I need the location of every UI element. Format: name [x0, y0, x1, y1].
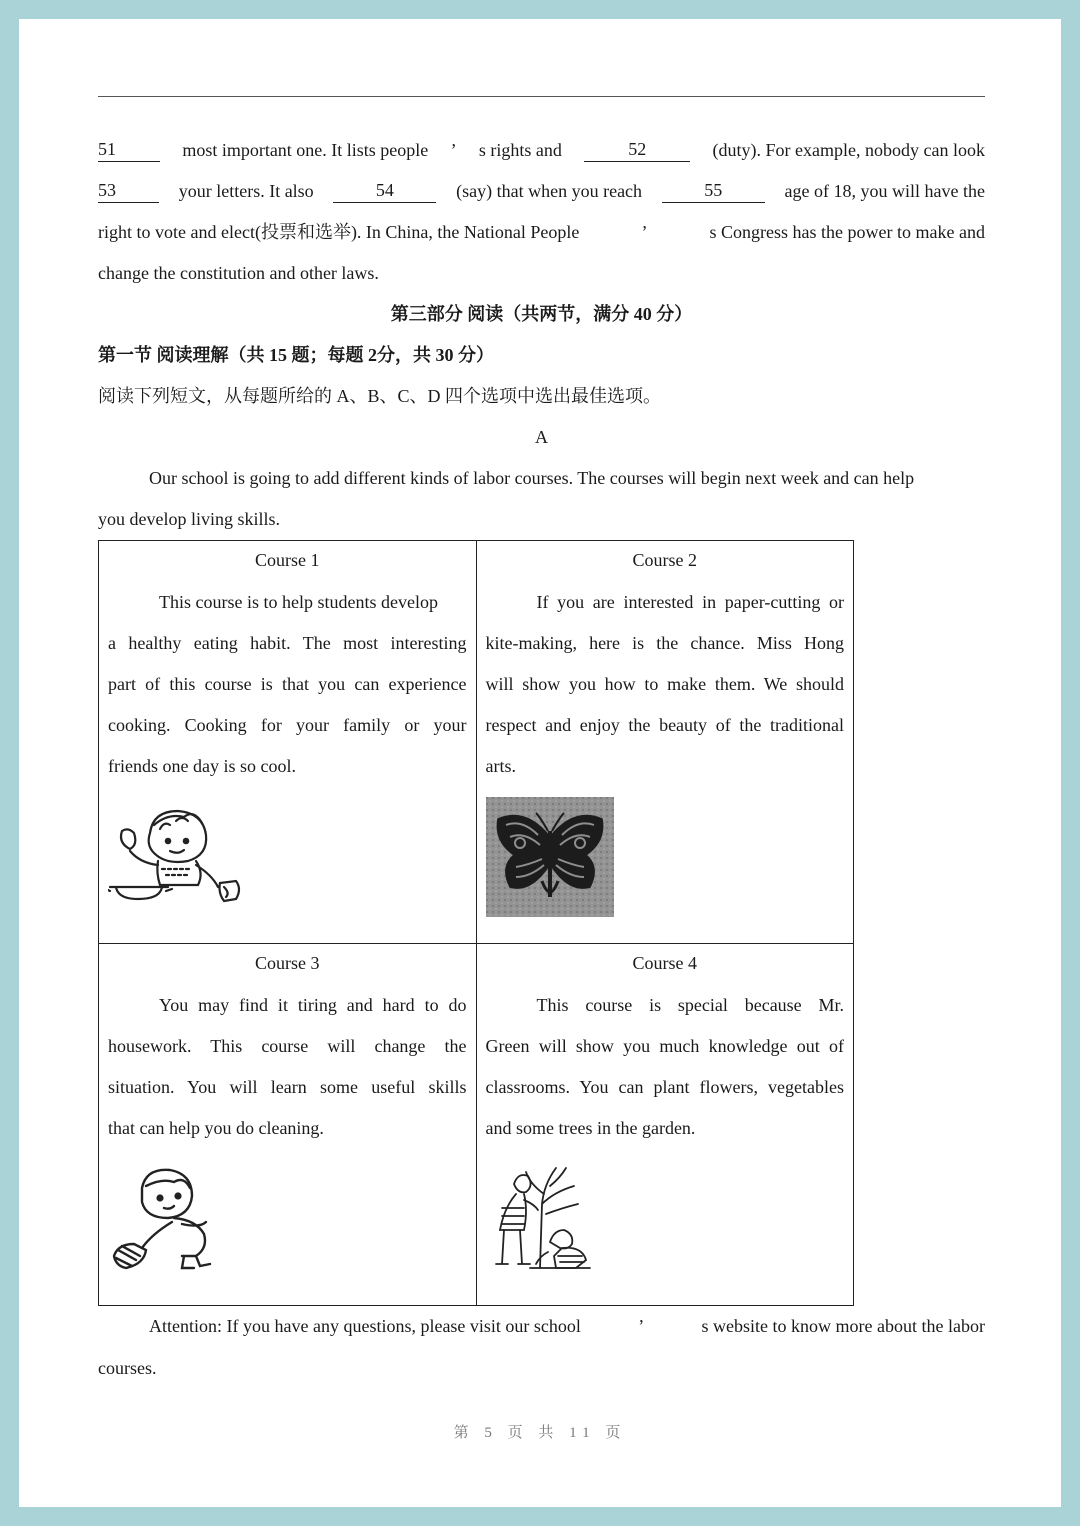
- attention-line-2: courses.: [98, 1358, 157, 1378]
- intro-line-2: you develop living skills.: [98, 509, 280, 529]
- course-3-line: that can help you do cleaning.: [108, 1118, 324, 1138]
- exam-page: [19, 19, 1061, 1507]
- course-4-line: classrooms. You can plant flowers, vegetables: [485, 1077, 844, 1097]
- course-4-line: This course is special because Mr.: [536, 995, 844, 1015]
- cloze-line-1: 51 most important one. It lists people ’ s rights and 52 (duty). For example, nobody can look: [98, 139, 985, 160]
- intro-line-1: Our school is going to add different kinds of labor courses. The courses will begin next week and can help: [149, 468, 915, 488]
- course-4-line: Green will show you much knowledge out of: [485, 1036, 844, 1056]
- course-4-cell: [476, 944, 854, 1306]
- cloze-line-3: right to vote and elect(投票和选举). In China, the National People ’ s Congress has the power to make and: [98, 222, 985, 242]
- course-2-line: will show you how to make them. We should: [485, 674, 844, 694]
- course-1-title: Course 1: [255, 550, 320, 570]
- header-rule: [98, 96, 985, 97]
- cloze-line-4: change the constitution and other laws.: [98, 263, 379, 283]
- cloze-line-2: 53 your letters. It also 54 (say) that when you reach 55 age of 18, you will have the: [98, 180, 985, 201]
- course-2-line: arts.: [485, 756, 516, 776]
- course-1-cell: [99, 541, 477, 944]
- attention-line-1: Attention: If you have any questions, please visit our school ’ s website to know more about the labor: [149, 1316, 985, 1336]
- blank-54: 54: [333, 179, 436, 203]
- course-2-line: respect and enjoy the beauty of the traditional: [485, 715, 844, 735]
- blank-52: 52: [584, 138, 690, 162]
- course-1-line: part of this course is that you can experience: [108, 674, 467, 694]
- course-2-title: Course 2: [632, 550, 697, 570]
- blank-55: 55: [662, 179, 765, 203]
- course-3-cell: [99, 944, 477, 1306]
- course-3-line: You may find it tiring and hard to do: [159, 995, 467, 1015]
- gardening-kids-illustration: [490, 1164, 594, 1276]
- course-4-line: and some trees in the garden.: [485, 1118, 696, 1138]
- part-title: 第三部分 阅读（共两节，满分 40 分）: [390, 304, 693, 324]
- course-3-title: Course 3: [255, 953, 320, 973]
- course-1-line: a healthy eating habit. The most interesting: [108, 633, 467, 653]
- course-1-line: friends one day is so cool.: [108, 756, 296, 776]
- course-2-cell: [476, 541, 854, 944]
- course-3-line: situation. You will learn some useful skills: [108, 1077, 467, 1097]
- course-3-line: housework. This course will change the: [108, 1036, 467, 1056]
- course-1-line: cooking. Cooking for your family or your: [108, 715, 467, 735]
- section-title: 第一节 阅读理解（共 15 题；每题 2分，共 30 分）: [98, 345, 494, 365]
- page-footer: 第 5 页 共 11 页: [453, 1425, 627, 1441]
- course-1-line: This course is to help students develop: [159, 592, 438, 612]
- butterfly-papercut-image: [486, 797, 614, 917]
- passage-label: A: [535, 427, 548, 447]
- cooking-kid-illustration: [108, 803, 248, 913]
- courses-table: [98, 540, 854, 1306]
- sweeping-kid-illustration: [112, 1164, 222, 1276]
- course-2-line: If you are interested in paper-cutting or: [536, 592, 844, 612]
- instruction: 阅读下列短文，从每题所给的 A、B、C、D 四个选项中选出最佳选项。: [98, 386, 662, 406]
- blank-53: 53: [98, 179, 159, 203]
- blank-51: 51: [98, 138, 160, 162]
- course-4-title: Course 4: [632, 953, 697, 973]
- course-2-line: kite-making, here is the chance. Miss Hong: [485, 633, 844, 653]
